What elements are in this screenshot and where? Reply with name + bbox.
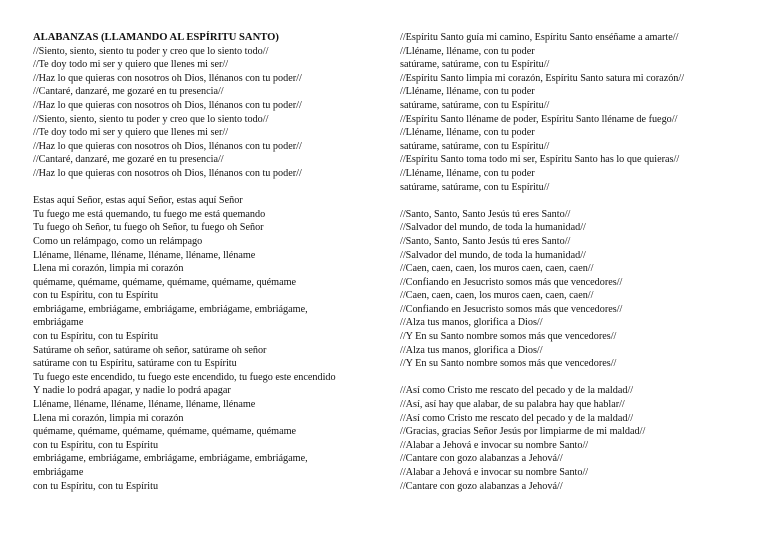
lyric-line: //Salvador del mundo, de toda la humanidad// [400,249,586,261]
lyric-line: //Espíritu Santo limpia mi corazón, Espíritu Santo satura mi corazón// [400,72,685,84]
lyric-line: embriágame [33,317,84,329]
lyric-line: //Siento, siento, siento tu poder y creo que lo siento todo// [33,45,269,57]
lyric-line: embriágame, embriágame, embriágame, embriágame, embriágame, [33,303,308,315]
lyric-line: //Cantare con gozo alabanzas a Jehová// [400,453,563,465]
lyric-line: embriágame, embriágame, embriágame, embriágame, embriágame, [33,453,308,465]
right-column [400,31,760,493]
lyric-line: Estas aquí Señor, estas aquí Señor, estas aquí Señor [33,195,243,207]
lyric-line: //Alabar a Jehová e invocar su nombre Santo// [400,467,589,478]
lyric-line: //Así como Cristo me rescato del pecado y de la maldad// [400,385,634,397]
stanza-gap [400,194,760,208]
lyric-line: //Haz lo que quieras con nosotros oh Dios, llénanos con tu poder// [33,140,302,152]
lyric-line: Tu fuego este encendido, tu fuego este encendido, tu fuego este encendido [33,371,336,383]
lyric-line: //Confiando en Jesucristo somos más que vencedores// [400,303,623,315]
lyric-line: //Haz lo que quieras con nosotros oh Dios, llénanos con tu poder// [33,99,302,111]
lyric-line: //Cantaré, danzaré, me gozaré en tu presencia// [33,154,224,166]
lyric-line: //Lléname, lléname, con tu poder [400,127,535,139]
lyric-line: satúrame, satúrame, con tu Espíritu// [400,59,550,71]
lyric-line: Lléname, lléname, lléname, lléname, lléname, lléname [33,399,256,411]
lyric-line: //Lléname, lléname, con tu poder [400,167,535,179]
lyric-line: //Santo, Santo, Santo Jesús tú eres Santo// [400,208,571,220]
lyric-line: satúrame, satúrame, con tu Espíritu// [400,140,550,152]
lyric-line: quémame, quémame, quémame, quémame, quémame, quémame [33,276,297,288]
lyric-line: //Caen, caen, caen, los muros caen, caen, caen// [400,290,594,302]
lyric-line: //Y En su Santo nombre somos más que vencedores// [400,331,617,343]
lyric-line: Llena mi corazón, limpia mi corazón [33,412,184,424]
lyric-line: //Alza tus manos, glorifica a Dios// [400,344,543,356]
lyric-line: quémame, quémame, quémame, quémame, quémame, quémame [33,426,297,438]
lyric-line: //Gracias, gracias Señor Jesús por limpiarme de mi maldad// [400,426,646,438]
lyric-line: Llena mi corazón, limpia mi corazón [33,263,184,275]
lyric-line: //Espíritu Santo guía mi camino, Espíritu Santo enséñame a amarte// [400,32,679,43]
lyric-line: //Cantare con gozo alabanzas a Jehová// [400,480,563,492]
lyric-line: //Te doy todo mi ser y quiero que llenes mi ser// [33,127,229,139]
lyric-line: //Espíritu Santo lléname de poder, Espíritu Santo lléname de fuego// [400,113,678,125]
lyric-line: //Haz lo que quieras con nosotros oh Dios, llénanos con tu poder// [33,72,302,84]
lyric-line: con tu Espíritu, con tu Espíritu [33,290,159,302]
lyric-line: Satúrame oh señor, satúrame oh señor, satúrame oh señor [33,344,267,356]
lyric-line: //Haz lo que quieras con nosotros oh Dios, llénanos con tu poder// [33,167,302,179]
lyric-line: satúrame, satúrame, con tu Espíritu// [400,99,550,111]
lyric-line: con tu Espíritu, con tu Espíritu [33,480,159,492]
lyric-line: //Y En su Santo nombre somos más que vencedores// [400,358,617,370]
lyric-line: embriágame [33,467,84,478]
lyric-line: //Así como Cristo me rescato del pecado y de la maldad// [400,412,634,424]
stanza-gap [400,371,760,385]
lyric-line: Y nadie lo podrá apagar, y nadie lo podrá apagar [33,385,231,397]
left-column [33,31,378,493]
lyric-line: con tu Espíritu, con tu Espíritu [33,331,159,343]
lyric-line: //Lléname, lléname, con tu poder [400,86,535,98]
lyric-line: satúrame con tu Espíritu, satúrame con tu Espíritu [33,358,237,370]
lyric-line: //Lléname, lléname, con tu poder [400,45,535,57]
document-title: ALABANZAS (LLAMANDO AL ESPÍRITU SANTO) [33,32,279,43]
lyric-line: satúrame, satúrame, con tu Espíritu// [400,181,550,193]
stanza-gap [33,181,378,195]
lyric-line: //Espíritu Santo toma todo mi ser, Espíritu Santo has lo que quieras// [400,154,680,166]
lyric-line: Lléname, lléname, lléname, lléname, lléname, lléname [33,249,256,261]
lyric-line: con tu Espíritu, con tu Espíritu [33,439,159,451]
lyric-line: Como un relámpago, como un relámpago [33,235,203,247]
lyric-line: //Así, así hay que alabar, de su palabra hay que hablar// [400,399,625,411]
lyric-line: //Caen, caen, caen, los muros caen, caen, caen// [400,263,594,275]
lyric-line: //Te doy todo mi ser y quiero que llenes mi ser// [33,59,229,71]
lyric-line: //Cantaré, danzaré, me gozaré en tu presencia// [33,86,224,98]
lyric-line: //Salvador del mundo, de toda la humanidad// [400,222,586,234]
lyric-line: Tu fuego me está quemando, tu fuego me está quemando [33,208,266,220]
lyric-line: //Santo, Santo, Santo Jesús tú eres Santo// [400,235,571,247]
lyric-line: Tu fuego oh Señor, tu fuego oh Señor, tu fuego oh Señor [33,222,264,234]
lyric-line: //Confiando en Jesucristo somos más que vencedores// [400,276,623,288]
lyric-line: //Alabar a Jehová e invocar su nombre Santo// [400,439,589,451]
lyric-line: //Siento, siento, siento tu poder y creo que lo siento todo// [33,113,269,125]
lyric-line: //Alza tus manos, glorifica a Dios// [400,317,543,329]
